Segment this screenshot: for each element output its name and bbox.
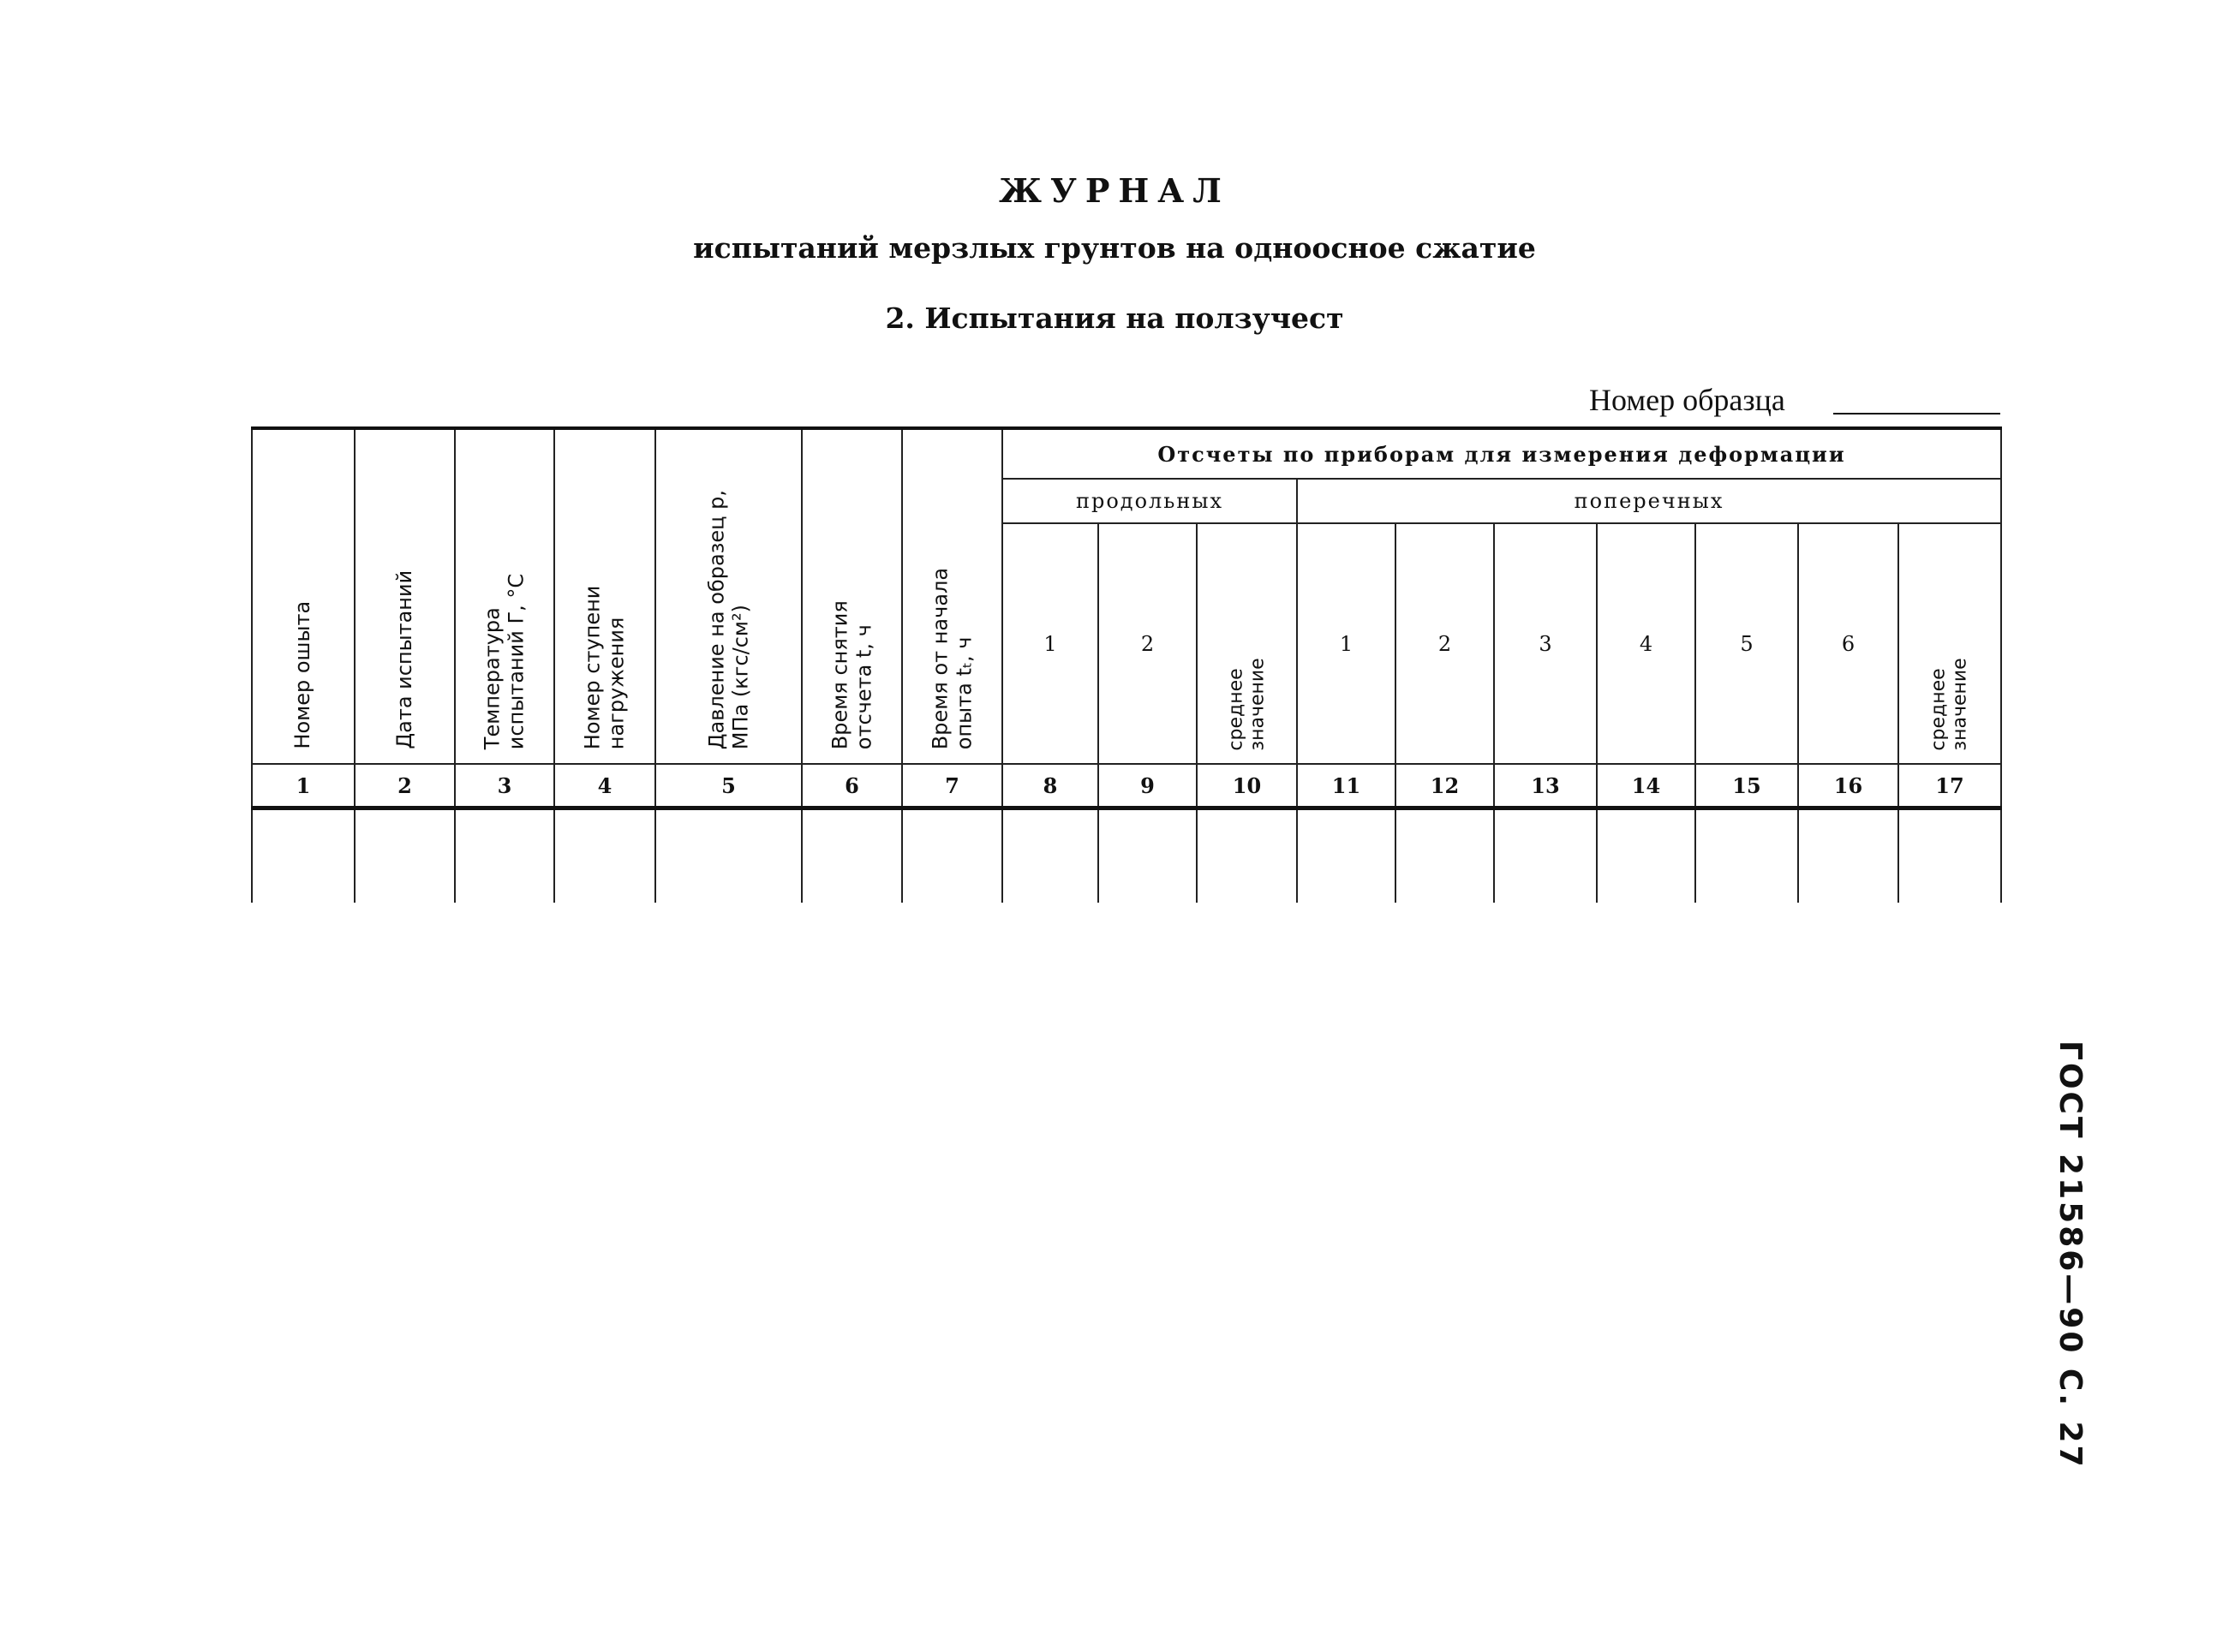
col-num: 8 [1002, 764, 1098, 808]
data-cell [252, 808, 355, 904]
journal-subtitle: испытаний мерзлых грунтов на одноосное сжатие [693, 231, 1536, 265]
data-cell [655, 808, 802, 904]
data-cell [1098, 808, 1197, 904]
journal-table [251, 426, 2002, 903]
data-cell [1695, 808, 1798, 904]
table-row [252, 808, 2001, 904]
col-header-3: Температура испытаний Г, °С [455, 428, 554, 764]
longitudinal-header: продольных [1002, 479, 1297, 523]
col-num: 11 [1297, 764, 1395, 808]
sample-number-label: Номер образца [1589, 383, 1785, 417]
gost-page-stamp-text: ГОСТ 21586—90 С. 27 [2053, 1041, 2088, 1470]
gost-page-stamp [2026, 1041, 2095, 1470]
long-average: среднее значение [1197, 523, 1297, 764]
trans-gauge-1: 1 [1297, 523, 1395, 764]
col-num: 4 [554, 764, 655, 808]
col-num: 13 [1494, 764, 1597, 808]
col-num: 15 [1695, 764, 1798, 808]
long-gauge-1: 1 [1002, 523, 1098, 764]
col-num: 16 [1798, 764, 1898, 808]
trans-gauge-3: 3 [1494, 523, 1597, 764]
column-number-row [252, 764, 2001, 808]
data-cell [1494, 808, 1597, 904]
col-num: 6 [802, 764, 902, 808]
long-gauge-2: 2 [1098, 523, 1197, 764]
trans-average: среднее значение [1898, 523, 2001, 764]
col-num: 14 [1597, 764, 1695, 808]
col-num: 5 [655, 764, 802, 808]
col-header-5: Давление на образец р, МПа (кгс/см²) [655, 428, 802, 764]
col-num: 1 [252, 764, 355, 808]
trans-gauge-5: 5 [1695, 523, 1798, 764]
data-cell [802, 808, 902, 904]
data-cell [1297, 808, 1395, 904]
journal-title: ЖУРНАЛ [999, 171, 1230, 210]
col-num: 7 [902, 764, 1002, 808]
sample-number-blank [1833, 413, 2000, 414]
col-header-6: Время снятия отсчета t, ч [802, 428, 902, 764]
data-cell [1597, 808, 1695, 904]
col-num: 2 [355, 764, 455, 808]
deformation-group-header: Отсчеты по приборам для измерения деформации [1002, 428, 2001, 479]
col-num: 17 [1898, 764, 2001, 808]
transverse-header: поперечных [1297, 479, 2001, 523]
trans-gauge-6: 6 [1798, 523, 1898, 764]
data-cell [455, 808, 554, 904]
data-cell [1898, 808, 2001, 904]
col-num: 10 [1197, 764, 1297, 808]
data-cell [355, 808, 455, 904]
col-num: 3 [455, 764, 554, 808]
col-header-1: Номер ошыта [252, 428, 355, 764]
trans-gauge-4: 4 [1597, 523, 1695, 764]
trans-gauge-2: 2 [1395, 523, 1494, 764]
data-cell [1798, 808, 1898, 904]
col-num: 12 [1395, 764, 1494, 808]
col-header-4: Номер ступени нагружения [554, 428, 655, 764]
data-cell [1002, 808, 1098, 904]
data-cell [1197, 808, 1297, 904]
data-cell [1395, 808, 1494, 904]
data-cell [554, 808, 655, 904]
col-num: 9 [1098, 764, 1197, 808]
data-cell [902, 808, 1002, 904]
section-title: 2. Испытания на ползучест [885, 301, 1344, 335]
col-header-2: Дата испытаний [355, 428, 455, 764]
col-header-7: Время от начала опыта tₜ, ч [902, 428, 1002, 764]
